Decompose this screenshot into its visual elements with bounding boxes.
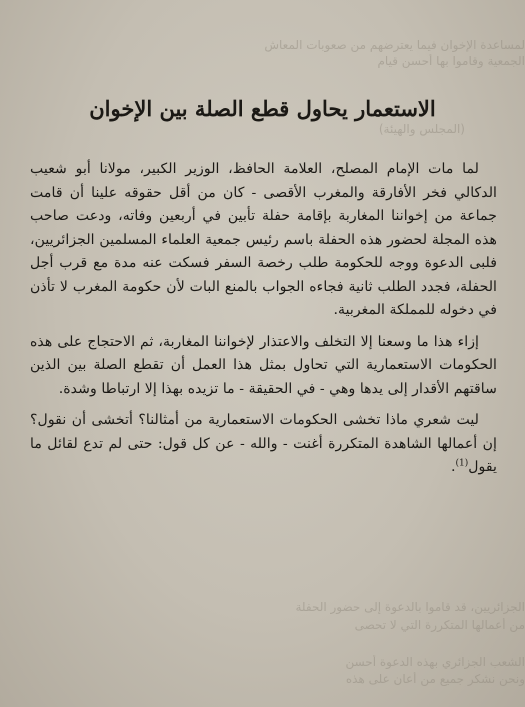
footnote-marker[interactable]: (1) — [455, 458, 469, 469]
bleed-through-text: لمساعدة الإخوان فيما يعترضهم من صعوبات المعاش — [264, 38, 525, 52]
paragraph-last — [30, 409, 497, 480]
bleed-through-text: (المجلس والهيئة) — [378, 122, 465, 136]
bleed-through-text: من أعمالها المتكررة التي لا تحصى — [354, 618, 525, 632]
paragraph-text: ليت شعري ماذا تخشى الحكومات الاستعمارية من أمثالنا؟ أتخشى أن نقول؟ إن أعمالها الشاهدة المتكررة أغنت - والله - عن كل قول: حتى لم تدع لقائل ما يقول — [30, 412, 497, 475]
bleed-through-text: الجمعية وقاموا بها أحسن قيام — [377, 54, 525, 68]
bleed-through-text: الشعب الجزائري بهذه الدعوة أحسن — [345, 655, 525, 669]
paragraph: إزاء هذا ما وسعنا إلا التخلف والاعتذار لإخواننا المغاربة، ثم الاحتجاج على هذه الحكومات الاستعمارية التي تحاول بمثل هذا العمل أن تقطع الصلة بين الذين ساقتهم الأقدار إلى يدها وهي - في الحقيقة - ما تزيده بهذا إلا ارتباطا وشدة. — [30, 333, 497, 397]
article-title: الاستعمار يحاول قطع الصلة بين الإخوان — [89, 96, 436, 121]
bleed-through-text: الجزائريين، قد قاموا بالدعوة إلى حضور الحفلة — [295, 600, 525, 614]
article-body — [30, 158, 497, 488]
bleed-through-text: ونحن نشكر جميع من أعان على هذه — [345, 672, 525, 686]
final-punctuation: . — [450, 459, 456, 475]
paragraph: لما مات الإمام المصلح، العلامة الحافظ، الوزير الكبير، مولانا أبو شعيب الدكالي فخر الأفارقة والمغرب الأقصى - كان من أقل حقوقه علينا أن قامت جماعة من إخواننا المغاربة بإقامة حفلة تأبين في أربعين وفاته، ودعت صاحب هذه المجلة لحضور هذه الحفلة باسم رئيس جمعية العلماء المسلمين الجزائريين، فلبى الدعوة ووجه للحكومة طلب رخصة السفر فسكت عنه مدة مع قرب أجل الحفلة، فجدد الطلب ثانية فجاءه الجواب بالمنع البات لأن حكومة المغرب لا تأذن في دخوله للمملكة المغربية. — [30, 161, 497, 318]
